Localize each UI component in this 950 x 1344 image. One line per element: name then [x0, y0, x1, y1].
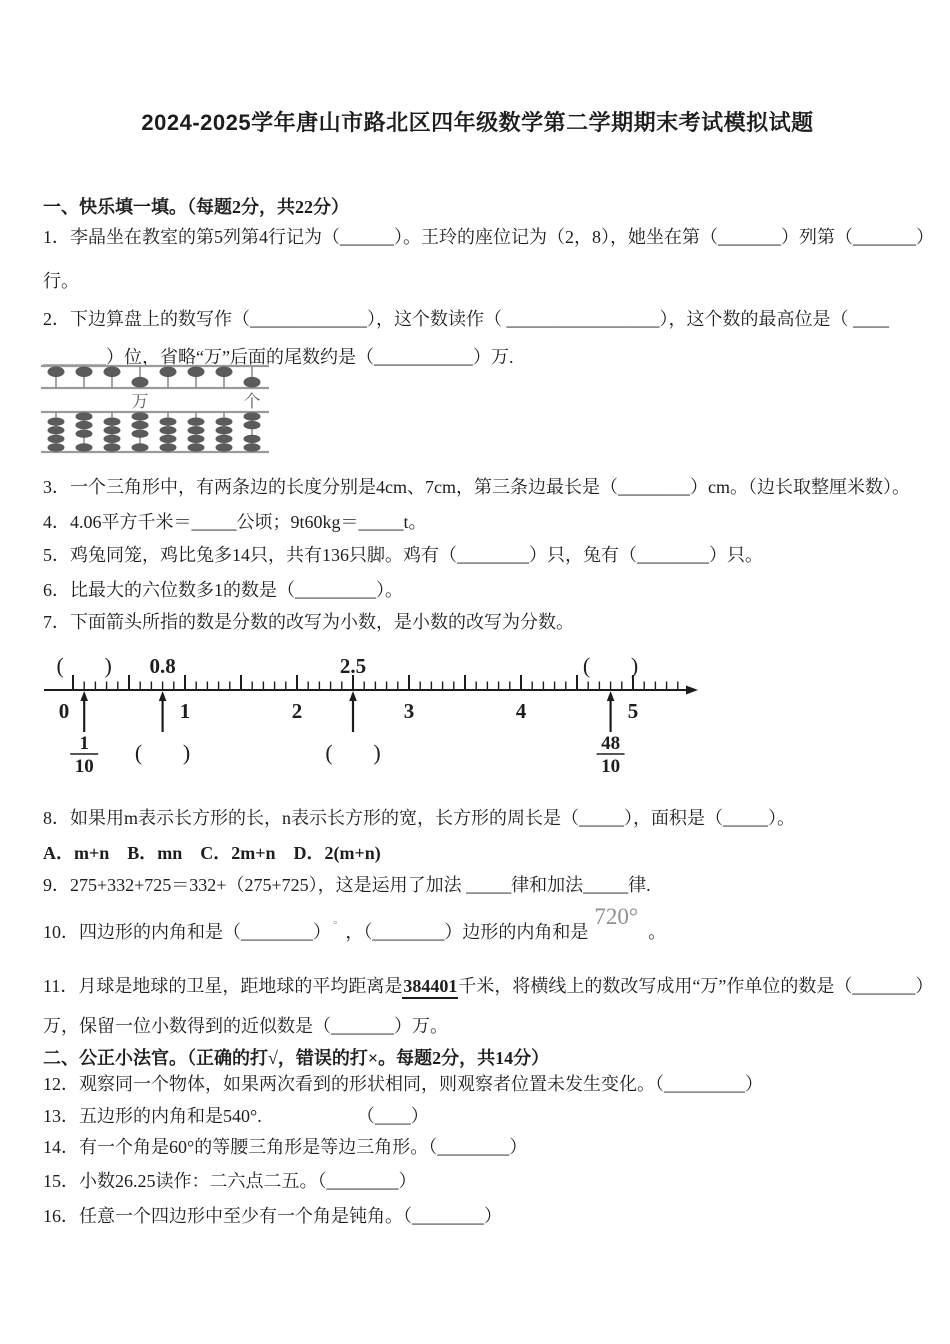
question-1-line-2: 行。: [43, 271, 79, 291]
abacus-bead: [132, 377, 149, 388]
axis-number-label: 5: [627, 699, 639, 723]
question-1-line-1: 1．李晶坐在教室的第5列第4行记为（______）。王玲的座位记为（2，8），她坐在第（_______）列第（_______）: [43, 227, 934, 247]
question-10-text-1: 10．四边形的内角和是（________）: [43, 922, 331, 942]
abacus-bead: [188, 367, 205, 378]
question-16: 16．任意一个四边形中至少有一个角是钝角。（________）: [43, 1206, 502, 1226]
blank-parentheses-below: ): [373, 740, 381, 765]
abacus-bead: [244, 443, 261, 451]
abacus-bead: [160, 367, 177, 378]
abacus-bead: [188, 418, 205, 426]
pointer-arrowhead: [349, 691, 357, 701]
abacus-bead: [188, 443, 205, 451]
abacus-bead: [76, 367, 93, 378]
question-7: 7．下面箭头所指的数是分数的改写为小数，是小数的改写为分数。: [43, 612, 574, 632]
abacus-bead: [160, 418, 177, 426]
question-11-line-1: [43, 973, 934, 999]
blank-parentheses-below: (: [134, 740, 143, 765]
degree-symbol: °: [333, 919, 338, 931]
fraction-numerator: 1: [79, 733, 89, 754]
pointer-arrowhead: [80, 691, 88, 701]
axis-number-label: 2: [291, 699, 303, 723]
abacus-bead: [160, 443, 177, 451]
abacus-bead: [188, 426, 205, 434]
abacus-bead: [48, 435, 65, 443]
question-10-angle-value: 720°: [594, 904, 639, 929]
abacus-bead: [244, 435, 261, 443]
question-11-text-1: 11．月球是地球的卫星，距地球的平均距离是: [43, 976, 403, 996]
axis-number-label: 3: [403, 699, 415, 723]
question-2-line-2: _______）位，省略“万”后面的尾数约是（___________）万.: [43, 347, 514, 367]
question-11-underlined-number: 384401: [402, 976, 458, 999]
abacus-bead: [160, 435, 177, 443]
abacus-bead: [132, 443, 149, 451]
question-15: 15．小数26.25读作：二六点二五。（________）: [43, 1171, 417, 1191]
pointer-arrowhead: [607, 691, 615, 701]
question-10-period: 。: [648, 922, 667, 942]
abacus-bead: [216, 426, 233, 434]
abacus-bead: [244, 377, 261, 388]
decimal-label-above: 2.5: [339, 654, 367, 678]
question-12: 12．观察同一个物体，如果两次看到的形状相同，则观察者位置未发生变化。（_________）: [43, 1074, 763, 1094]
blank-parentheses-above: ): [104, 653, 112, 678]
fraction-numerator: 48: [601, 733, 621, 754]
abacus-bead: [48, 367, 65, 378]
question-13: [43, 1103, 912, 1129]
abacus-bead: [244, 412, 261, 420]
question-11-text-2: 千米，将横线上的数改写成用“万”作单位的数是（_______）: [458, 976, 934, 996]
section-one-heading: 一、快乐填一填。（每题2分，共22分）: [43, 197, 349, 217]
axis-number-label: 1: [179, 699, 191, 723]
question-6: 6．比最大的六位数多1的数是（_________）。: [43, 580, 403, 600]
abacus-bead: [76, 412, 93, 420]
blank-parentheses-below: ): [182, 740, 191, 765]
question-4: 4．4.06平方千米＝_____公顷；9t60kg＝_____t。: [43, 512, 427, 532]
number-line-figure: [22, 644, 712, 776]
abacus-bead: [244, 421, 261, 429]
abacus-bead: [132, 430, 149, 438]
abacus-bead: [104, 418, 121, 426]
question-11-line-2: 万，保留一位小数得到的近似数是（_______）万。: [43, 1016, 448, 1036]
abacus-bead: [216, 418, 233, 426]
question-14: 14．有一个角是60°的等腰三角形是等边三角形。（________）: [43, 1137, 528, 1157]
abacus-bead: [48, 418, 65, 426]
abacus-bead: [188, 435, 205, 443]
page-title: 2024-2025学年唐山市路北区四年级数学第二学期期末考试模拟试题: [141, 110, 814, 135]
abacus-bead: [104, 443, 121, 451]
abacus-bead: [104, 367, 121, 378]
abacus-place-label: 个: [243, 392, 261, 411]
pointer-arrowhead: [159, 691, 167, 701]
decimal-label-above: 0.8: [149, 654, 176, 678]
blank-parentheses-above: (: [56, 653, 64, 678]
fraction-denominator: 10: [601, 756, 621, 776]
question-13-text: 13．五边形的内角和是540°.: [43, 1106, 262, 1126]
section-two-heading: 二、公正小法官。（正确的打√，错误的打×。每题2分，共14分）: [43, 1048, 550, 1068]
abacus-bead: [104, 435, 121, 443]
abacus-bead: [216, 443, 233, 451]
question-10: [43, 904, 912, 945]
axis-arrowhead: [686, 686, 698, 695]
abacus-bead: [76, 421, 93, 429]
abacus-place-label: 万: [131, 392, 149, 411]
axis-number-label: 0: [58, 699, 70, 723]
abacus-bead: [216, 367, 233, 378]
blank-parentheses-below: (: [325, 740, 333, 765]
abacus-bead: [216, 435, 233, 443]
abacus-figure: [39, 363, 271, 455]
question-5: 5．鸡兔同笼，鸡比兔多14只，共有136只脚。鸡有（________）只，兔有（________）只。: [43, 545, 763, 565]
question-8: 8．如果用m表示长方形的长，n表示长方形的宽，长方形的周长是（_____），面积是（_____）。: [43, 808, 795, 828]
fraction-denominator: 10: [74, 756, 94, 776]
abacus-bead: [76, 430, 93, 438]
question-3: 3．一个三角形中，有两条边的长度分别是4cm、7cm，第三条边最长是（________）cm。（边长取整厘米数）。: [43, 477, 910, 497]
question-9: 9．275+332+725＝332+（275+725），这是运用了加法 _____律和加法_____律.: [43, 875, 651, 895]
blank-parentheses-above: (: [582, 653, 591, 678]
question-13-blank: （____）: [356, 1106, 429, 1126]
abacus-bead: [132, 421, 149, 429]
abacus-bead: [76, 443, 93, 451]
abacus-bead: [104, 426, 121, 434]
abacus-bead: [160, 426, 177, 434]
question-8-options: A．m+n B．mn C．2m+n D．2(m+n): [43, 843, 381, 863]
abacus-bead: [132, 412, 149, 420]
blank-parentheses-above: ): [630, 653, 639, 678]
question-2-line-1: 2．下边算盘上的数写作（_____________），这个数读作（ _________________），这个数的最高位是（ ____: [43, 309, 889, 329]
abacus-bead: [48, 426, 65, 434]
question-10-text-2: ，（________）边形的内角和是: [345, 922, 589, 942]
abacus-bead: [48, 443, 65, 451]
axis-number-label: 4: [515, 699, 527, 723]
